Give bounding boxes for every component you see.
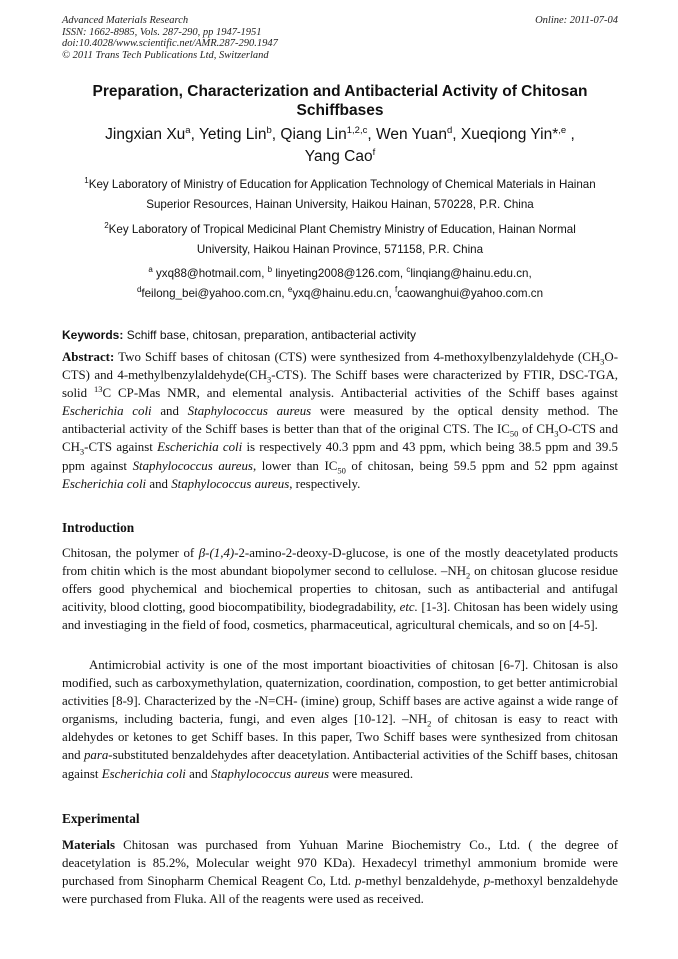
abstract-text: Two Schiff bases of chitosan (CTS) were synthesized from 4-methoxylbenzylaldehyde (CH [114,350,601,364]
species-name: Staphylococcus aureus [132,458,253,473]
introduction-heading: Introduction [62,520,135,535]
subscript: 3 [267,374,272,385]
abstract-text: , lower than IC [252,458,338,473]
body-text: on chitosan glucose residue offers good phychemical and biochemical properties to chitosan, such as antibacterial and antifugal acitivity, blood clotting, good biocompatibility, biodegradability, [62,564,618,615]
subscript: 3 [79,447,85,458]
subscript: 50 [509,428,519,439]
body-text: -methoxyl benzaldehyde were purchased from Fluka. All of the reagents were used as received. [62,874,619,907]
paper-title [62,82,618,120]
author-sup: b [266,125,272,136]
email-sup: a [148,265,153,274]
affiliation-sup: 2 [104,221,109,230]
author-list [62,124,618,168]
materials-label: Materials [62,838,115,852]
abstract-text: were measured by the optical density method. The antibacterial activity of the Schiff bases is better than that of the original CTS. The IC [62,404,618,437]
body-text-italic: β-(1,4) [198,546,235,560]
body-text: -2-amino-2-deoxy-D-glucose, is one of the mostly deacetylated products from chitin which is the most abundant biopolymer second to cellulose. –NH [62,546,618,579]
author-sup: d [446,125,453,136]
body-text: -substituted benzaldehydes after deacetylation. Antibacterial activities of the Schiff bases, chitosan against [62,748,618,781]
subscript: 2 [427,718,432,729]
species-name: Staphylococcus aureus [187,404,312,419]
title-line-2: Schiffbases [296,102,384,119]
abstract-text: of CH [518,422,555,437]
abstract-text: O-CTS) and 4-methylbenzylaldehyde(CH [62,350,618,383]
affiliation-text: Key Laboratory of Tropical Medicinal Plant Chemistry Ministry of Education, Hainan Normal [108,223,576,236]
abstract-text: of chitosan, being 59.5 ppm and 52 ppm against [345,458,618,473]
body-text: Antimicrobial activity is one of the most important bioactivities of chitosan [6-7]. Chitosan is also modified, such as carboxymethylation, quaternization, coordination, compostion, to get better antimicrobial activities [8-9]. Characterized by the -N=CH- (imine) group, Schiff bases are active against a wide range of organisms, including bacteria, fungi, and even alges [10-12]. –NH [62,658,618,727]
author-name: Jingxian Xu [105,126,186,143]
online-date: Online: 2011-07-04 [535,15,618,26]
body-text: of chitosan is easy to react with aldehydes or ketones to get Schiff bases. In this paper, Two Schiff bases were synthesized from chitosan and [62,712,618,763]
doi-line: doi:10.4028/www.scientific.net/AMR.287-290.1947 [62,38,278,49]
email-sup: e [287,285,293,294]
abstract-text: -CTS against [84,440,158,455]
body-text-italic: p [483,874,491,889]
body-text: Chitosan was purchased from Yuhuan Marine Biochemistry Co., Ltd. ( the degree of deacetylation is 85.2%, Molecular weight 970 KDa). Hexadecyl trimethyl ammonium bromide were purchased from Sinopharm Chemical Reagent Co, Ltd. [62,838,618,889]
species-name: Escherichia coli [101,766,186,781]
author-name: Xueqiong Yin* [460,126,559,143]
species-name: Escherichia coli [157,440,243,455]
affiliation-1 [62,175,618,215]
abstract-text: C CP-Mas NMR, and elemental analysis. Antibacterial activities of the Schiff bases against [102,386,618,401]
body-text: -methyl benzaldehyde, [361,874,484,889]
email-sup: c [406,265,411,274]
species-name: Escherichia coli [62,404,152,419]
affiliation-sup: 1 [84,176,89,185]
superscript: 13 [94,384,103,395]
experimental-heading: Experimental [62,811,140,826]
species-name: Staphylococcus aureus [210,766,329,781]
email-link[interactable]: yxq@hainu.edu.cn, [292,287,395,300]
subscript: 3 [600,356,605,367]
author-line-2 [62,146,618,168]
author-name: Yeting Lin [198,126,267,143]
author-name: Qiang Lin [280,126,347,143]
author-sup: a [185,125,191,136]
email-list [62,264,618,304]
materials-paragraph [62,836,618,908]
email-sup: d [136,285,142,294]
introduction-paragraph-2 [62,656,618,783]
keywords [62,327,618,343]
author-line-1: Jingxian Xu$^a$, Yeting Lin$^b$, Qiang Lin$^{1,2,c}$, Wen Yuan$^d$, Xueqiong Yin*$^{,e}$ , [105,125,575,143]
abstract-text: -CTS). The Schiff bases were characterized by FTIR, DSC-TGA, solid [62,368,618,401]
keywords-label: Keywords: [62,328,124,342]
keywords-text: Schiff base, chitosan, preparation, antibacterial activity [123,328,416,342]
author-sup: ,e [558,125,567,136]
abstract-text: , respectively. [289,476,361,491]
author-sup: 1,2,c [346,125,368,136]
species-name: Escherichia coli [62,476,147,491]
affiliation-text: Superior Resources, Hainan University, Haikou Hainan, 570228, P.R. China [146,198,534,211]
email-link[interactable]: caowanghui@yahoo.com.cn [397,287,544,300]
body-text: were measured. [328,766,414,781]
copyright-line: © 2011 Trans Tech Publications Ltd, Switzerland [62,49,269,61]
email-link[interactable]: linyeting2008@126.com, [272,267,407,280]
title-line-1: Preparation, Characterization and Antibacterial Activity of Chitosan [92,83,588,100]
abstract-text: and [151,404,188,419]
species-name: Staphylococcus aureus [171,476,290,491]
email-link[interactable]: yxq88@hotmail.com, [152,267,268,280]
author-name: Yang Cao [304,148,373,165]
abstract [62,348,618,493]
abstract-text: and [146,476,172,491]
issn-line: ISSN: 1662-8985, Vols. 287-290, pp 1947-1951 [62,26,262,38]
body-text: Chitosan, the polymer of [62,546,199,560]
body-text: [1-3]. Chitosan has been widely using and investiaging in the field of food, cosmetics, pharmaceutical, agricultural chemicals, and so on [4-5]. [62,600,618,633]
email-link[interactable]: linqiang@hainu.edu.cn, [410,267,532,280]
author-sup: f [372,147,376,158]
email-link[interactable]: feilong_bei@yahoo.com.cn, [141,287,288,300]
email-sup: b [267,265,273,274]
affiliation-text: Key Laboratory of Ministry of Education for Application Technology of Chemical Materials in Hainan [88,178,596,191]
introduction-paragraph-1 [62,544,618,634]
body-text-italic: para [83,748,109,763]
abstract-text: is respectively 40.3 ppm and 43 ppm, which being 38.5 ppm and 39.5 ppm against [62,440,618,473]
affiliation-text: University, Haikou Hainan Province, 571158, P.R. China [196,243,484,256]
subscript: 3 [554,428,559,439]
author-name: Wen Yuan [375,126,447,143]
subscript: 2 [466,570,471,581]
affiliation-2 [62,220,618,260]
abstract-label: Abstract: [62,350,115,364]
email-sup: f [394,285,398,294]
body-text-italic: p [355,874,362,889]
body-text: and [185,766,211,781]
journal-name: Advanced Materials Research [62,15,189,26]
journal-header [62,15,618,61]
abstract-text: O-CTS and CH [62,422,619,455]
subscript: 50 [337,465,346,476]
body-text-italic: etc. [399,600,418,615]
